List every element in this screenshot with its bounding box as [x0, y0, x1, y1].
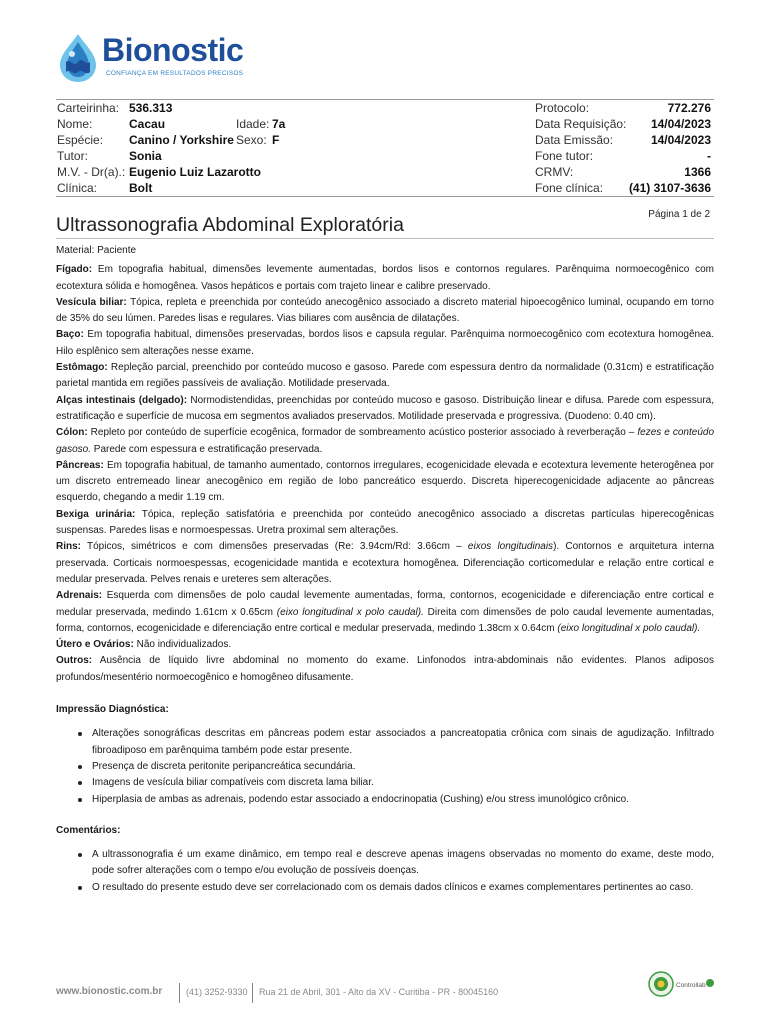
fone-tutor-label: Fone tutor: — [535, 149, 594, 163]
finding-italic: fezes e conteúdo gasoso. — [56, 427, 715, 455]
finding-text: Não individualizados. — [133, 639, 232, 651]
tutor-value: Sonia — [129, 149, 162, 163]
header-row-tutor — [56, 148, 714, 164]
finding-paragraph — [56, 653, 714, 686]
finding-label: Bexiga urinária: — [56, 508, 136, 520]
finding-label: Pâncreas: — [56, 459, 104, 471]
footer-divider — [179, 983, 180, 1003]
report-body — [56, 243, 714, 896]
footer-address: Rua 21 de Abril, 301 - Alto da XV - Curitiba - PR - 80045160 — [259, 987, 499, 997]
especie-value: Canino / Yorkshire — [129, 133, 234, 147]
crmv-value: 1366 — [684, 165, 711, 179]
finding-label: Vesícula biliar: — [56, 296, 127, 308]
finding-italic: (eixo longitudinal x polo caudal). — [557, 622, 701, 634]
finding-label: Outros: — [56, 655, 93, 667]
finding-text: Esquerda com dimensões de polo caudal levemente aumentadas, forma, contornos, ecogenicidade e diferenciação entre cortical e medular preservada, medindo 1.61cm x 0.65cm — [56, 590, 714, 618]
impressao-item: Alterações sonográficas descritas em pâncreas podem estar associados a pancreatopatia crônica com sinais de agudização. Infiltrado fibroadiposo em parênquima também pode estar presente. — [92, 726, 714, 759]
data-emissao-value: 14/04/2023 — [650, 133, 711, 147]
material-line: Material: Paciente — [56, 245, 137, 256]
finding-paragraph — [56, 458, 714, 507]
idade-label: Idade: — [236, 117, 270, 131]
crmv-label: CRMV: — [535, 165, 574, 179]
finding-paragraph — [56, 295, 714, 328]
finding-text: ). Contornos e arquitetura interna preservada. Corticais normoespessas, ecogenicidade mantida e ecotextura homogênea. Diferenciação corticomedular e relação entre cortical e medular preservada. Pelves renais e ureteres sem alterações. — [56, 541, 715, 585]
mv-label: M.V. - Dr(a).: — [57, 165, 126, 179]
protocolo-value: 772.276 — [667, 101, 711, 115]
title-divider — [56, 238, 714, 239]
sexo-value: F — [272, 133, 280, 147]
impressao-item: Hiperplasia de ambas as adrenais, podendo estar associado a endocrinopatia (Cushing) e/ou stress imunológico crônico. — [92, 792, 714, 808]
fone-clinica-label: Fone clínica: — [535, 181, 604, 195]
clinica-label: Clínica: — [57, 181, 98, 195]
finding-paragraph — [56, 425, 714, 458]
nome-value: Cacau — [129, 117, 166, 131]
finding-label: Cólon: — [56, 427, 88, 439]
data-emissao-label: Data Emissão: — [535, 133, 614, 147]
finding-text: Repleto por conteúdo de superfície ecogênica, formador de sombreamento acústico posterior associado à reverberação – — [87, 427, 638, 439]
carteirinha-value: 536.313 — [129, 101, 173, 115]
header-row-nome — [56, 116, 714, 132]
nome-label: Nome: — [57, 117, 93, 131]
patient-header — [56, 99, 714, 197]
finding-text: Ausência de líquido livre abdominal no momento do exame. Linfonodos intra-abdominais não evidentes. Planos adiposos profundos/mesentério normoecogênico e homogêneo difusamente. — [56, 655, 714, 683]
certification-badges — [648, 971, 716, 997]
page-indicator: Página 1 de 2 — [648, 209, 710, 220]
controllab-label: Controllab — [676, 982, 706, 989]
finding-paragraph — [56, 360, 714, 393]
brand-tagline: CONFIANÇA EM RESULTADOS PRECISOS — [106, 70, 244, 77]
finding-label: Estômago: — [56, 362, 108, 374]
tutor-label: Tutor: — [57, 149, 88, 163]
finding-label: Adrenais: — [56, 590, 103, 602]
findings-list — [56, 262, 714, 686]
finding-italic: eixos longitudinais — [467, 541, 554, 553]
finding-italic: (eixo longitudinal x polo caudal). — [276, 606, 424, 618]
controllab-seal-icon — [648, 971, 716, 997]
impressao-list — [56, 726, 714, 807]
idade-value: 7a — [272, 117, 286, 131]
finding-text: Em topografia habitual, dimensões preservadas, bordos lisos e capsula regular. Parênquima normoecogênico com ecotextura homogênea. Hilo esplênico sem alterações nesse exame. — [56, 329, 714, 357]
impressao-item: Presença de discreta peritonite peripancreática secundária. — [92, 759, 714, 775]
finding-label: Útero e Ovários: — [56, 639, 134, 651]
data-requisicao-label: Data Requisição: — [535, 117, 627, 131]
finding-paragraph — [56, 262, 714, 295]
footer-phone: (41) 3252-9330 — [186, 987, 248, 997]
finding-text: Tópicos, simétricos e com dimensões preservadas (Re: 3.94cm/Rd: 3.66cm – — [81, 541, 468, 553]
header-row-clinica — [56, 180, 714, 197]
finding-text: Repleção parcial, preenchido por conteúdo mucoso e gasoso. Parede com espessura dentro da normalidade (0.31cm) e estratificação parietal mantida em regiões passíveis de avaliação. Motilidade preservada. — [56, 362, 714, 390]
impressao-heading: Impressão Diagnóstica: — [56, 704, 169, 716]
comentarios-heading: Comentários: — [56, 824, 121, 836]
finding-text: Tópica, repleta e preenchida por conteúdo anecogênico associado a discreto material hipoecogênico luminal, ocupando em torno de 35% do seu lúmen. Paredes lisas e regulares. Vias biliares com ausência de dilatações. — [56, 296, 714, 325]
header-row-especie — [56, 132, 714, 148]
finding-text: Parede com espessura e estratificação preservada. — [91, 443, 323, 455]
comentario-item: A ultrassonografia é um exame dinâmico, em tempo real e descreve apenas imagens observadas no momento do exame, deste modo, pode sofrer alterações com o tempo e/ou evolução de possíveis doenças. — [92, 847, 714, 880]
bionostic-logo — [56, 30, 266, 86]
fone-clinica-value: (41) 3107-3636 — [628, 181, 711, 195]
finding-paragraph — [56, 507, 714, 540]
finding-label: Baço: — [56, 329, 84, 341]
footer-divider — [252, 983, 253, 1003]
finding-paragraph — [56, 588, 714, 637]
data-requisicao-value: 14/04/2023 — [650, 117, 711, 131]
finding-text: Direita com dimensões de polo caudal levemente aumentadas, forma, contornos, ecogenicidade e diferenciação entre cortical e medular preservada, medindo 1.38cm x 0.64cm — [56, 606, 714, 634]
fone-tutor-value: - — [707, 149, 711, 163]
especie-label: Espécie: — [57, 133, 104, 147]
header-row-mv — [56, 164, 714, 180]
comentarios-list — [56, 847, 714, 896]
clinica-value: Bolt — [129, 181, 153, 195]
finding-paragraph — [56, 393, 714, 426]
impressao-item: Imagens de vesícula biliar compatíveis com discreta lama biliar. — [92, 775, 714, 791]
bionostic-drop-icon — [56, 32, 100, 84]
finding-paragraph — [56, 539, 714, 588]
finding-label: Fígado: — [56, 264, 93, 276]
comentario-item: O resultado do presente estudo deve ser correlacionado com os demais dados clínicos e exames complementares pertinentes ao caso. — [92, 880, 714, 896]
sexo-label: Sexo: — [236, 133, 267, 147]
carteirinha-label: Carteirinha: — [57, 101, 120, 115]
report-title: Ultrassonografia Abdominal Exploratória — [56, 214, 404, 236]
finding-text: Em topografia habitual, de tamanho aumentado, contornos irregulares, ecogenicidade elevada e ecotextura levemente heterogênea por um discreto entremeado linear anecogênico em região de lobo pancreático esquerdo. Discreta hiperecogenicidade adjacente ao pâncreas esquerdo, chegando a medir 1.19 cm. — [56, 459, 714, 504]
finding-text: Normodistendidas, preenchidas por conteúdo mucoso e gasoso. Distribuição linear e difusa. Parede com espessura, estratificação e superfície de mucosa em segmentos avaliados preservados. Motilidade preservada e progressiva. (Duodeno: 0.40 cm). — [56, 394, 714, 422]
brand-name: Bionostic — [102, 32, 244, 68]
footer-website: www.bionostic.com.br — [56, 986, 163, 997]
finding-text: Em topografia habitual, dimensões levemente aumentadas, bordos lisos e contornos regulares. Parênquima normoecogênico com ecotextura sólida e homogênea. Vasos hepáticos e portais com trajeto linear e calibre preservado. — [56, 264, 714, 292]
header-row-carteirinha — [56, 99, 714, 116]
mv-value: Eugenio Luiz Lazarotto — [129, 165, 261, 179]
finding-paragraph — [56, 327, 714, 360]
finding-paragraph — [56, 637, 714, 653]
footer — [56, 985, 526, 1001]
finding-text: Tópica, repleção satisfatória e preenchida por conteúdo anecogênico associado a discretas partículas hiperecogênicas suspensas. Paredes lisas e normoespessas. Uretra proximal sem alterações. — [56, 508, 714, 537]
protocolo-label: Protocolo: — [535, 101, 590, 115]
finding-label: Alças intestinais (delgado): — [56, 394, 188, 406]
finding-label: Rins: — [56, 541, 81, 553]
